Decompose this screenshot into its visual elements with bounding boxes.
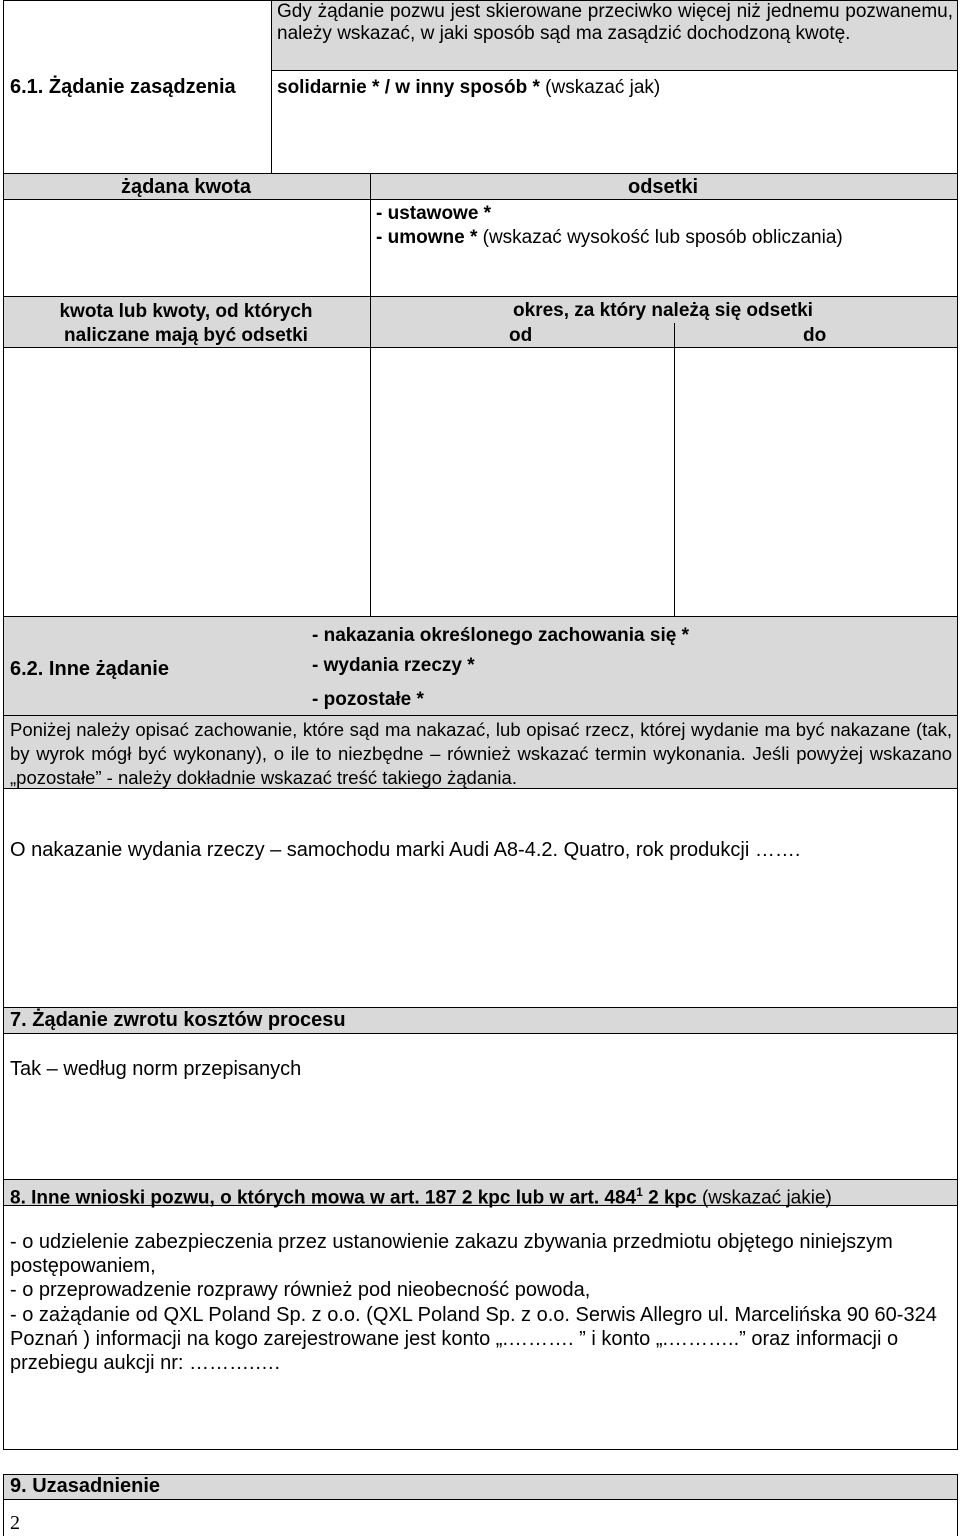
section-8-title-note: (wskazać jakie) — [701, 1187, 832, 1209]
interest-table-divider — [370, 174, 371, 616]
section-6-1-instruction: Gdy żądanie pozwu jest skierowane przeciwko więcej niż jednemu pozwanemu, należy wskazać, w jaki sposób sąd ma zasądzić dochodzoną kwotę. — [277, 1, 953, 44]
section-6-2-answer-box — [3, 789, 958, 1008]
period-header: okres, za który należą się odsetki — [513, 300, 813, 321]
section-9-title: 9. Uzasadnienie — [10, 1475, 161, 1497]
base-header-line2: naliczane mają być odsetki — [64, 325, 308, 346]
contractual-label: - umowne * — [376, 227, 478, 248]
period-from: od — [509, 325, 533, 346]
option-behavior: - nakazania określonego zachowania się * — [312, 625, 689, 646]
section-8-motion-1: - o udzielenie zabezpieczenia przez ustanowienie zakazu zbywania przedmiotu objętego niniejszym postępowaniem, — [10, 1231, 893, 1277]
section-7-title: 7. Żądanie zwrotu kosztów procesu — [10, 1009, 346, 1031]
section-8-title-part2: 2 kpc lub w art. 484 — [461, 1187, 637, 1209]
section-6-2-title: 6.2. Inne żądanie — [10, 658, 169, 680]
section-8-motion-3: - o zażądanie od QXL Poland Sp. z o.o. (QXL Poland Sp. z o.o. Serwis Allegro ul. Marcelińska 90 60-324 Poznań ) informacji na kogo zarejestrowane jest konto „.………. ” i konto „.………..” oraz informacji o przebiegu aukcji nr: ……….…. — [10, 1304, 937, 1374]
period-divider — [674, 323, 675, 616]
section-7-answer: Tak – według norm przepisanych — [10, 1058, 302, 1080]
section-8-title-main: 8. Inne wnioski pozwu, o których mowa w art. 187 — [10, 1187, 457, 1209]
section-6-2-desc-separator — [4, 715, 957, 716]
section-6-2-answer: O nakazanie wydania rzeczy – samochodu marki Audi A8-4.2. Quatro, rok produkcji ……. — [10, 839, 801, 861]
section-7-answer-box — [3, 1034, 958, 1180]
option-hand-over: - wydania rzeczy * — [312, 655, 475, 676]
interest-header: odsetki — [627, 176, 699, 198]
statutory-interest: - ustawowe * — [376, 203, 492, 224]
contractual-interest — [376, 226, 843, 250]
option-other: - pozostałe * — [312, 689, 424, 710]
section-6-2-instruction: Poniżej należy opisać zachowanie, które sąd ma nakazać, lub opisać rzecz, której wydanie ma być nakazane (tak, by wyrok mógł być wykonany), o ile to niezbędne – również wskazać termin wykonania. Jeśli powyżej wskazano „pozostałe” - należy dokładnie wskazać treść takiego żądania. — [10, 719, 952, 788]
section-8-title-part3: 2 kpc — [648, 1187, 697, 1209]
section-9-body-right-border — [957, 1500, 958, 1536]
contractual-note: (wskazać wysokość lub sposób obliczania) — [482, 227, 843, 248]
section-6-1-options — [277, 76, 953, 100]
section-6-1-title: 6.1. Żądanie zasądzenia — [10, 76, 236, 98]
section-8-title-sup: 1 — [636, 1185, 643, 1199]
joint-option-note: (wskazać jak) — [545, 77, 661, 98]
section-9-body-left-border — [3, 1500, 4, 1536]
amount-header: żądana kwota — [120, 176, 252, 198]
period-to: do — [803, 325, 827, 346]
page-number: 2 — [10, 1512, 20, 1534]
section-8-motion-2: - o przeprowadzenie rozprawy również pod nieobecność powoda, — [10, 1279, 591, 1301]
base-header-line1: kwota lub kwoty, od których — [59, 301, 313, 322]
joint-option: solidarnie * / w inny sposób * — [277, 77, 540, 98]
